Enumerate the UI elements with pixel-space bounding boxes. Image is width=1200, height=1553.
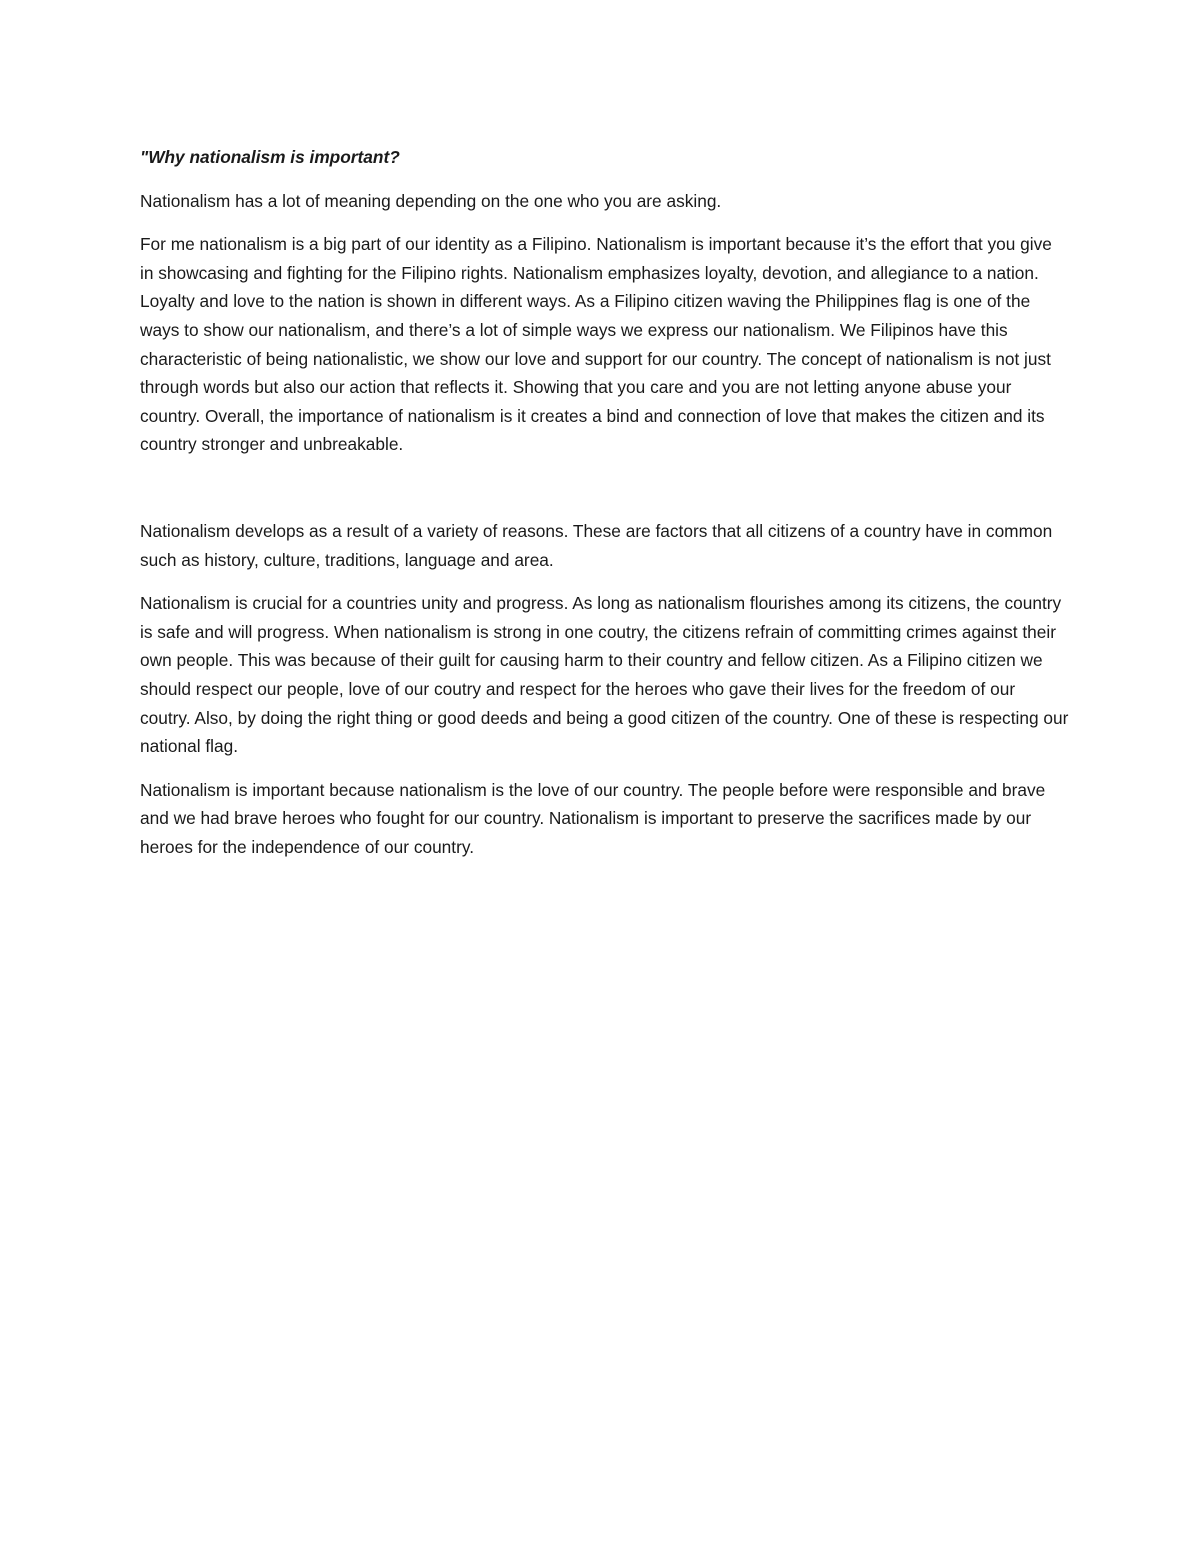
paragraph-development: Nationalism develops as a result of a variety of reasons. These are factors that all citizens of a country have in common such as history, culture, traditions, language and area. (140, 520, 1053, 570)
paragraph-unity: Nationalism is crucial for a countries unity and progress. As long as nationalism flourishes among its citizens, the country is safe and will progress. When nationalism is strong in one coutry, the citizens refrain of committing crimes against their own people. This was because of their guilt for causing harm to their country and fellow citizen. As a Filipino citizen we should respect our people, love of our coutry and respect for the heroes who gave their lives for the freedom of our coutry. Also, by doing the right thing or good deeds and being a good citizen of the country. One of these is respecting our national flag. (140, 593, 1069, 757)
paragraph-conclusion: Nationalism is important because nationalism is the love of our country. The people before were responsible and brave and we had brave heroes who fought for our country. Nationalism is important to preserve the sacrifices made by our heroes for the independence of our country. (140, 779, 1046, 857)
paragraph-intro: Nationalism has a lot of meaning depending on the one who you are asking. (140, 190, 722, 211)
document-page (140, 143, 1070, 876)
document-title: "Why nationalism is important? (140, 147, 400, 167)
paragraph-identity: For me nationalism is a big part of our identity as a Filipino. Nationalism is important because it’s the effort that you give in showcasing and fighting for the Filipino rights. Nationalism emphasizes loyalty, devotion, and allegiance to a nation. Loyalty and love to the nation is shown in different ways. As a Filipino citizen waving the Philippines flag is one of the ways to show our nationalism, and there’s a lot of simple ways we express our nationalism. We Filipinos have this characteristic of being nationalistic, we show our love and support for our country. The concept of nationalism is not just through words but also our action that reflects it. Showing that you care and you are not letting anyone abuse your country. Overall, the importance of nationalism is it creates a bind and connection of love that makes the citizen and its country stronger and unbreakable. (140, 234, 1052, 455)
